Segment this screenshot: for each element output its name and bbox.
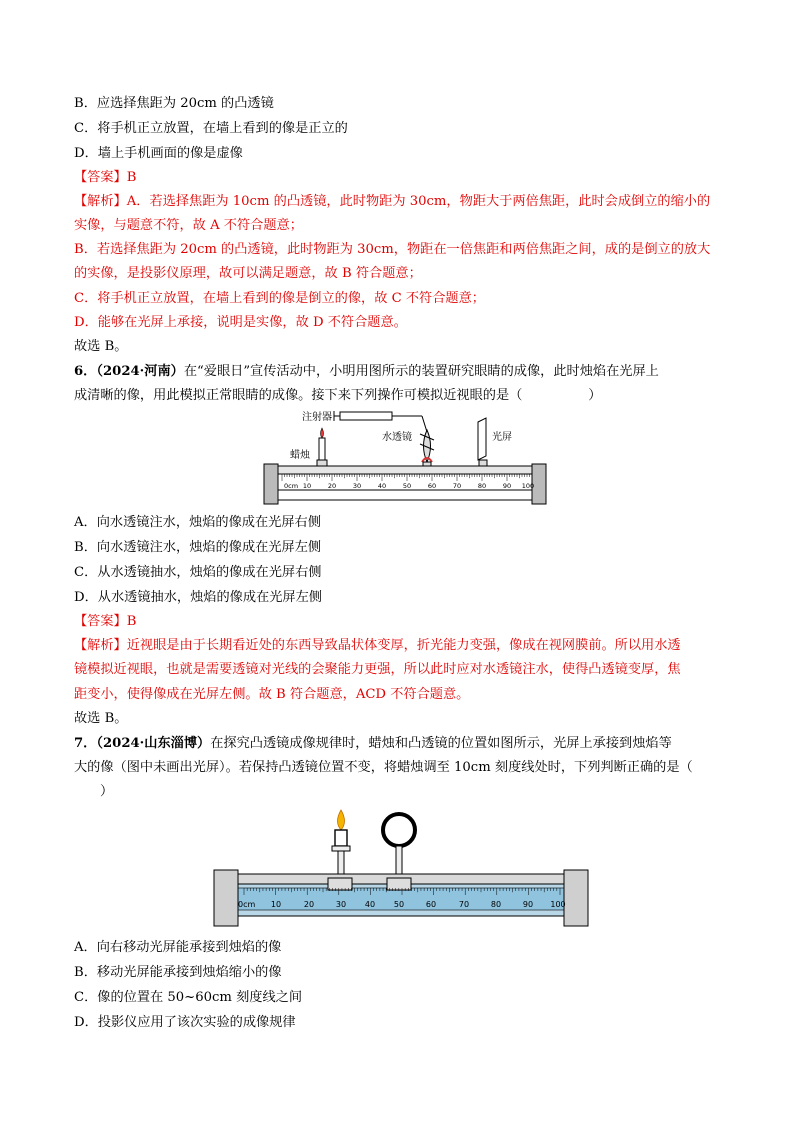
tick-label: 80 bbox=[477, 482, 487, 490]
q6-option-d: D．从水透镜抽水，烛焰的像成在光屏左侧 bbox=[74, 590, 322, 605]
q5-option-b: B．应选择焦距为 20cm 的凸透镜 bbox=[74, 96, 274, 111]
q5-analysis-line-5: C．将手机正立放置，在墙上看到的像是倒立的像，故 C 不符合题意； bbox=[74, 291, 485, 306]
syringe-icon bbox=[334, 411, 427, 432]
q6-analysis-line-3: 距变小，使得像成在光屏左侧。故 B 符合题意，ACD 不符合题意。 bbox=[74, 687, 470, 702]
answer-value: B bbox=[126, 170, 137, 185]
tick-label: 80 bbox=[490, 900, 502, 909]
q5-analysis-line-6: D．能够在光屏上承接，说明是实像，故 D 不符合题意。 bbox=[74, 315, 407, 330]
q6-analysis-line-1 bbox=[74, 637, 734, 655]
q7-stem-line-1 bbox=[74, 735, 734, 753]
tick-label: 90 bbox=[502, 482, 512, 490]
label-water-lens: 水透镜 bbox=[382, 432, 412, 443]
answer-tag: 【答案】 bbox=[74, 170, 127, 185]
tick-label: 40 bbox=[364, 900, 376, 909]
q7-option-a: A．向右移动光屏能承接到烛焰的像 bbox=[74, 940, 282, 955]
candle-icon bbox=[317, 428, 327, 466]
q6-option-b: B．向水透镜注水，烛焰的像成在光屏左侧 bbox=[74, 540, 322, 555]
q6-answer bbox=[74, 613, 734, 631]
q5-analysis-line-2: 实像，与题意不符，故 A 不符合题意； bbox=[74, 218, 303, 233]
water-lens-icon bbox=[420, 430, 434, 466]
tick-label: 10 bbox=[302, 482, 312, 490]
label-syringe: 注射器 bbox=[302, 412, 332, 423]
question-number: 7． bbox=[74, 736, 97, 751]
answer-value: B bbox=[126, 614, 137, 629]
analysis-tag: 【解析】 bbox=[74, 194, 127, 209]
tick-label: 100 bbox=[521, 482, 535, 490]
tick-label: 40 bbox=[377, 482, 387, 490]
tick-label: 20 bbox=[327, 482, 337, 490]
q6-stem-line-1 bbox=[74, 363, 734, 381]
analysis-text: 近视眼是由于长期看近处的东西导致晶状体变厚，折光能力变强，像成在视网膜前。所以用水透 bbox=[126, 638, 681, 653]
question-stem: 在“爱眼日”宣传活动中，小明用图所示的装置研究眼睛的成像，此时烛焰在光屏上 bbox=[183, 364, 659, 379]
question-source: （2024·河南） bbox=[96, 364, 184, 379]
tick-label: 50 bbox=[393, 900, 405, 909]
tick-label: 60 bbox=[425, 900, 437, 909]
tick-label: 50 bbox=[402, 482, 412, 490]
screen-icon bbox=[478, 418, 487, 466]
tick-label: 10 bbox=[270, 900, 282, 909]
tick-label: 100 bbox=[550, 900, 566, 909]
q7-stem-line-3: ） bbox=[100, 784, 114, 799]
q5-option-c: C．将手机正立放置，在墙上看到的像是正立的 bbox=[74, 121, 348, 136]
label-screen: 光屏 bbox=[492, 432, 512, 443]
analysis-text: A．若选择焦距为 10cm 的凸透镜，此时物距为 30cm，物距大于两倍焦距，此时会成倒立的缩小的 bbox=[126, 194, 711, 209]
answer-tag: 【答案】 bbox=[74, 614, 127, 629]
q5-answer bbox=[74, 169, 734, 187]
question-source: （2024·山东淄博） bbox=[96, 736, 211, 751]
tick-label: 90 bbox=[522, 900, 534, 909]
question-number: 6． bbox=[74, 364, 97, 379]
q7-option-c: C．像的位置在 50~60cm 刻度线之间 bbox=[74, 990, 303, 1005]
question-stem: 在探究凸透镜成像规律时，蜡烛和凸透镜的位置如图所示，光屏上承接到烛焰等 bbox=[210, 736, 672, 751]
q5-analysis-line-4: 的实像，是投影仪原理，故可以满足题意，故 B 符合题意； bbox=[74, 266, 422, 281]
label-candle: 蜡烛 bbox=[290, 450, 310, 461]
tick-label: 0cm bbox=[238, 900, 256, 909]
q5-analysis-line-1 bbox=[74, 193, 734, 211]
optical-rail bbox=[214, 870, 588, 926]
tick-label: 30 bbox=[352, 482, 362, 490]
q6-figure-optical-bench bbox=[262, 404, 548, 510]
q7-figure-optical-bench bbox=[210, 808, 590, 930]
tick-label: 0cm bbox=[284, 482, 299, 490]
candle-icon bbox=[332, 810, 350, 881]
q5-conclusion: 故选 B。 bbox=[74, 339, 128, 354]
q7-option-d: D．投影仪应用了该次实验的成像规律 bbox=[74, 1015, 296, 1030]
tick-label: 70 bbox=[458, 900, 470, 909]
convex-lens-icon bbox=[383, 814, 415, 881]
tick-label: 70 bbox=[452, 482, 462, 490]
tick-label: 30 bbox=[335, 900, 347, 909]
analysis-tag: 【解析】 bbox=[74, 638, 127, 653]
q6-analysis-line-2: 镜模拟近视眼，也就是需要透镜对光线的会聚能力更强，所以此时应对水透镜注水，使得凸透镜变厚，焦 bbox=[74, 662, 681, 677]
q5-analysis-line-3: B．若选择焦距为 20cm 的凸透镜，此时物距为 30cm，物距在一倍焦距和两倍焦距之间，成的是倒立的放大 bbox=[74, 242, 711, 257]
q6-stem-line-2: 成清晰的像，用此模拟正常眼睛的成像。接下来下列操作可模拟近视眼的是（ ） bbox=[74, 388, 602, 403]
tick-label: 20 bbox=[303, 900, 315, 909]
q7-option-b: B．移动光屏能承接到烛焰缩小的像 bbox=[74, 965, 282, 980]
tick-label: 60 bbox=[427, 482, 437, 490]
q6-option-c: C．从水透镜抽水，烛焰的像成在光屏右侧 bbox=[74, 565, 322, 580]
q6-conclusion: 故选 B。 bbox=[74, 711, 128, 726]
q5-option-d: D．墙上手机画面的像是虚像 bbox=[74, 146, 243, 161]
q6-option-a: A．向水透镜注水，烛焰的像成在光屏右侧 bbox=[74, 515, 321, 530]
q7-stem-line-2: 大的像（图中未画出光屏）。若保持凸透镜位置不变，将蜡烛调至 10cm 刻度线处时，下列判断正确的是（ bbox=[74, 760, 693, 775]
